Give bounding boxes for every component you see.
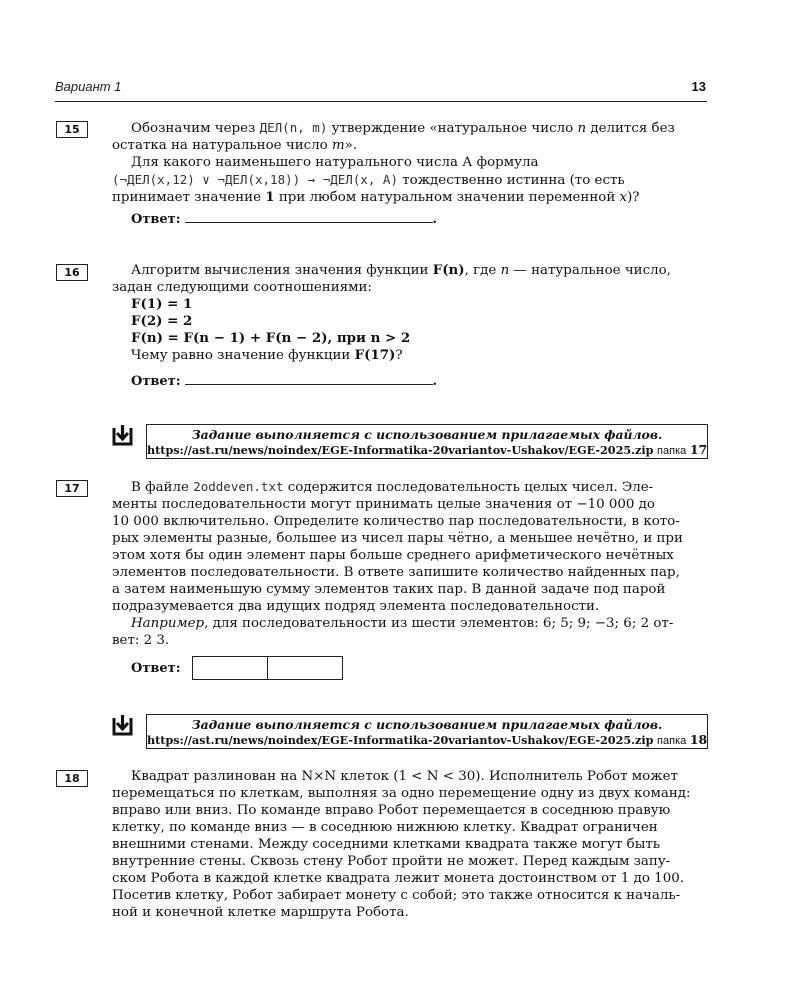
recurrence-f1: F(1) = 1 — [131, 296, 193, 312]
attachment-note-17 — [146, 424, 708, 459]
attachment-note-18 — [146, 714, 708, 749]
task-18-line-8: Посетив клетку, Робот забирает монету с собой; это также относится к началь- — [112, 888, 681, 903]
task-16-line-1: Алгоритм вычисления значения функции F(n), где n — натуральное число, — [131, 262, 671, 278]
task-number-16: 16 — [56, 264, 88, 281]
file-name: 2oddeven.txt — [193, 479, 284, 494]
task-17-example-answer: вет: 2 3. — [112, 633, 170, 648]
task-17-line-1: В файле 2oddeven.txt содержится последовательность целых чисел. Эле- — [131, 479, 654, 495]
answer-cell-2[interactable] — [267, 657, 342, 679]
task-18-text — [112, 768, 707, 921]
task-16-text — [112, 262, 707, 364]
answer-line-15[interactable] — [185, 211, 433, 223]
task-17-line-3: 10 000 включительно. Определите количество пар последовательности, в кото- — [112, 514, 680, 529]
task-16-question: Чему равно значение функции F(17)? — [131, 347, 403, 363]
file-url-link[interactable]: https://ast.ru/news/noindex/EGE-Informatika-20variantov-Ushakov/EGE-2025.zip — [147, 443, 654, 457]
attachment-note-link: https://ast.ru/news/noindex/EGE-Informatika-20variantov-Ushakov/EGE-2025.zip папка 17 — [147, 442, 708, 457]
recurrence-f2: F(2) = 2 — [131, 313, 193, 329]
task-17-line-5: этом хотя бы один элемент пары больше среднего арифметического нечётных — [112, 548, 674, 563]
recurrence-fn: F(n) = F(n − 1) + F(n − 2), при n > 2 — [131, 330, 411, 346]
attachment-note-title: Задание выполняется с использованием прилагаемых файлов. — [191, 427, 663, 442]
task-15-line-1: Обозначим через ДЕЛ(n, m) утверждение «натуральное число n делится без — [131, 120, 675, 136]
download-file-icon — [112, 714, 133, 736]
task-17-line-7: а затем наименьшую сумму элементов таких пар. В данной задаче под парой — [112, 582, 666, 597]
file-url-link[interactable]: https://ast.ru/news/noindex/EGE-Informatika-20variantov-Ushakov/EGE-2025.zip — [147, 733, 654, 747]
task-15-text — [112, 119, 707, 206]
task-15-line-2: остатка на натуральное число m». — [112, 138, 358, 153]
task-15-line-3: Для какого наименьшего натурального числа А формула — [131, 155, 539, 170]
task-16-answer: Ответ: . — [131, 374, 438, 389]
page-number: 13 — [691, 79, 706, 94]
attachment-note-link: https://ast.ru/news/noindex/EGE-Informatika-20variantov-Ushakov/EGE-2025.zip папка 18 — [147, 732, 708, 747]
task-18-line-3: вправо или вниз. По команде вправо Робот перемещается в соседнюю правую — [112, 803, 671, 818]
attachment-note-title: Задание выполняется с использованием прилагаемых файлов. — [191, 717, 663, 732]
task-number-15: 15 — [56, 121, 88, 138]
task-17-answer-boxes — [192, 656, 343, 680]
task-15-line-4: (¬ДЕЛ(x,12) ∨ ¬ДЕЛ(x,18)) → ¬ДЕЛ(x, A) тождественно истинна (то есть — [112, 172, 625, 188]
task-16-line-2: задан следующими соотношениями: — [112, 280, 372, 295]
task-18-line-5: внешними стенами. Между соседними клетками квадрата также могут быть — [112, 837, 661, 852]
task-number-18: 18 — [56, 770, 88, 787]
task-17-line-4: рых элементы разные, большее из чисел пары чётно, а меньшее нечётно, и при — [112, 531, 683, 546]
task-15-line-5: принимает значение 1 при любом натуральном значении переменной x)? — [112, 189, 640, 205]
task-18-line-7: ском Робота в каждой клетке квадрата лежит монета достоинством от 1 до 100. — [112, 871, 684, 886]
task-18-line-6: внутренние стены. Сквозь стену Робот пройти не может. Перед каждым запу- — [112, 854, 671, 869]
task-17-line-8: подразумевается два идущих подряд элемента последовательности. — [112, 599, 600, 614]
task-17-example: Например, для последовательности из шести элементов: 6; 5; 9; −3; 6; 2 от- — [131, 616, 674, 631]
task-17-line-2: менты последовательности могут принимать целые значения от −10 000 до — [112, 497, 655, 512]
answer-line-16[interactable] — [185, 373, 433, 385]
task-17-line-6: элементов последовательности. В ответе запишите количество найденных пар, — [112, 565, 680, 580]
task-18-line-4: клетку, по команде вниз — в соседнюю нижнюю клетку. Квадрат ограничен — [112, 820, 658, 835]
header-divider — [55, 101, 707, 102]
answer-cell-1[interactable] — [193, 657, 267, 679]
task-18-line-1: Квадрат разлинован на N×N клеток (1 < N < 30). Исполнитель Робот может — [131, 769, 678, 784]
task-15-answer: Ответ: . — [131, 212, 438, 227]
download-file-icon — [112, 424, 133, 446]
task-17-answer-label: Ответ: — [131, 661, 181, 676]
task-number-17: 17 — [56, 480, 88, 497]
task-18-line-9: ной и конечной клетке маршрута Робота. — [112, 905, 409, 920]
task-18-line-2: перемещаться по клеткам, выполняя за одно перемещение одну из двух команд: — [112, 786, 691, 801]
variant-header: Вариант 1 — [55, 79, 122, 94]
task-17-text — [112, 478, 707, 649]
